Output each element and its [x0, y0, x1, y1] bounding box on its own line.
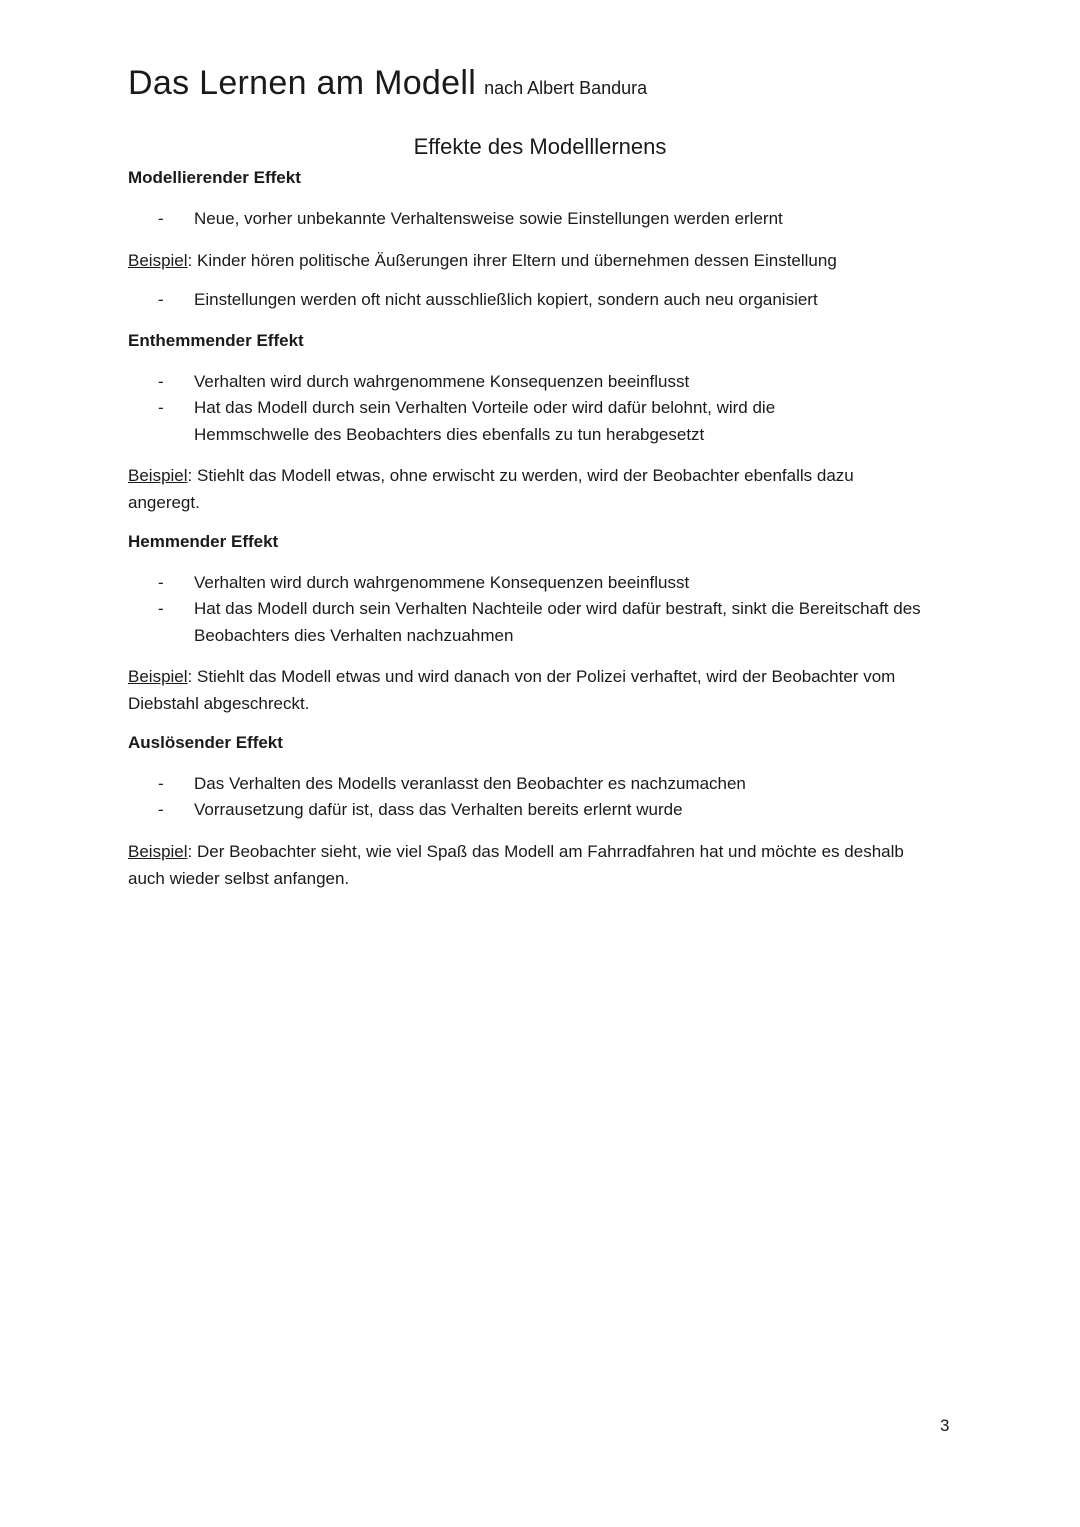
example-paragraph: Beispiel: Stiehlt das Modell etwas, ohne erwischt zu werden, wird der Beobachter ebenfalls dazu angeregt.	[128, 466, 854, 512]
example-label: Beispiel	[128, 667, 188, 686]
example-paragraph: Beispiel: Der Beobachter sieht, wie viel Spaß das Modell am Fahrradfahren hat und möchte es deshalb auch wieder selbst anfangen.	[128, 842, 904, 888]
bullet-dash: -	[158, 573, 164, 592]
bullet-text: Hat das Modell durch sein Verhalten Nachteile oder wird dafür bestraft, sinkt die Bereitschaft des Beobachters dies Verhalten nachzuahmen	[194, 599, 921, 645]
example-label: Beispiel	[128, 466, 188, 485]
example-text: Kinder hören politische Äußerungen ihrer Eltern und übernehmen dessen Einstellung	[197, 251, 837, 270]
example-label: Beispiel	[128, 842, 188, 861]
example-text: Stiehlt das Modell etwas, ohne erwischt zu werden, wird der Beobachter ebenfalls dazu angeregt.	[128, 466, 854, 512]
example-paragraph: Beispiel: Stiehlt das Modell etwas und wird danach von der Polizei verhaftet, wird der Beobachter vom Diebstahl abgeschreckt.	[128, 667, 896, 713]
bullet-item	[158, 369, 954, 396]
bullet-dash: -	[158, 209, 164, 228]
bullet-dash: -	[158, 774, 164, 793]
bullet-text: Verhalten wird durch wahrgenommene Konsequenzen beeinflusst	[194, 573, 690, 592]
example-text: Stiehlt das Modell etwas und wird danach von der Polizei verhaftet, wird der Beobachter vom Diebstahl abgeschreckt.	[128, 667, 896, 713]
bullet-item	[158, 596, 954, 649]
bullet-item	[158, 395, 849, 448]
bullet-item	[158, 797, 954, 824]
title-subtitle: nach Albert Bandura	[484, 78, 648, 98]
effect-heading: Auslösender Effekt	[128, 733, 283, 752]
document-title	[128, 64, 647, 103]
bullet-dash: -	[158, 599, 164, 618]
bullet-dash: -	[158, 398, 164, 417]
title-main: Das Lernen am Modell	[128, 64, 477, 102]
bullet-text: Vorrausetzung dafür ist, dass das Verhalten bereits erlernt wurde	[194, 800, 683, 819]
bullet-dash: -	[158, 800, 164, 819]
section-title: Effekte des Modelllernens	[413, 134, 667, 159]
effect-heading: Hemmender Effekt	[128, 532, 279, 551]
bullet-dash: -	[158, 290, 164, 309]
bullet-item	[158, 771, 954, 798]
bullet-text: Einstellungen werden oft nicht ausschließlich kopiert, sondern auch neu organisiert	[194, 290, 818, 309]
bullet-item	[158, 206, 954, 233]
example-label: Beispiel	[128, 251, 188, 270]
example-text: Der Beobachter sieht, wie viel Spaß das Modell am Fahrradfahren hat und möchte es deshalb auch wieder selbst anfangen.	[128, 842, 904, 888]
example-paragraph: Beispiel: Kinder hören politische Äußerungen ihrer Eltern und übernehmen dessen Einstellung	[128, 251, 837, 270]
bullet-item	[158, 570, 954, 597]
bullet-dash: -	[158, 372, 164, 391]
bullet-text: Verhalten wird durch wahrgenommene Konsequenzen beeinflusst	[194, 372, 690, 391]
effect-heading: Modellierender Effekt	[128, 168, 301, 187]
bullet-text: Das Verhalten des Modells veranlasst den Beobachter es nachzumachen	[194, 774, 746, 793]
effect-heading: Enthemmender Effekt	[128, 331, 304, 350]
bullet-item	[158, 287, 954, 314]
page-number: 3	[940, 1416, 950, 1435]
bullet-text: Hat das Modell durch sein Verhalten Vorteile oder wird dafür belohnt, wird die Hemmschwelle des Beobachters dies ebenfalls zu tun herabgesetzt	[194, 398, 776, 444]
bullet-text: Neue, vorher unbekannte Verhaltensweise sowie Einstellungen werden erlernt	[194, 209, 783, 228]
